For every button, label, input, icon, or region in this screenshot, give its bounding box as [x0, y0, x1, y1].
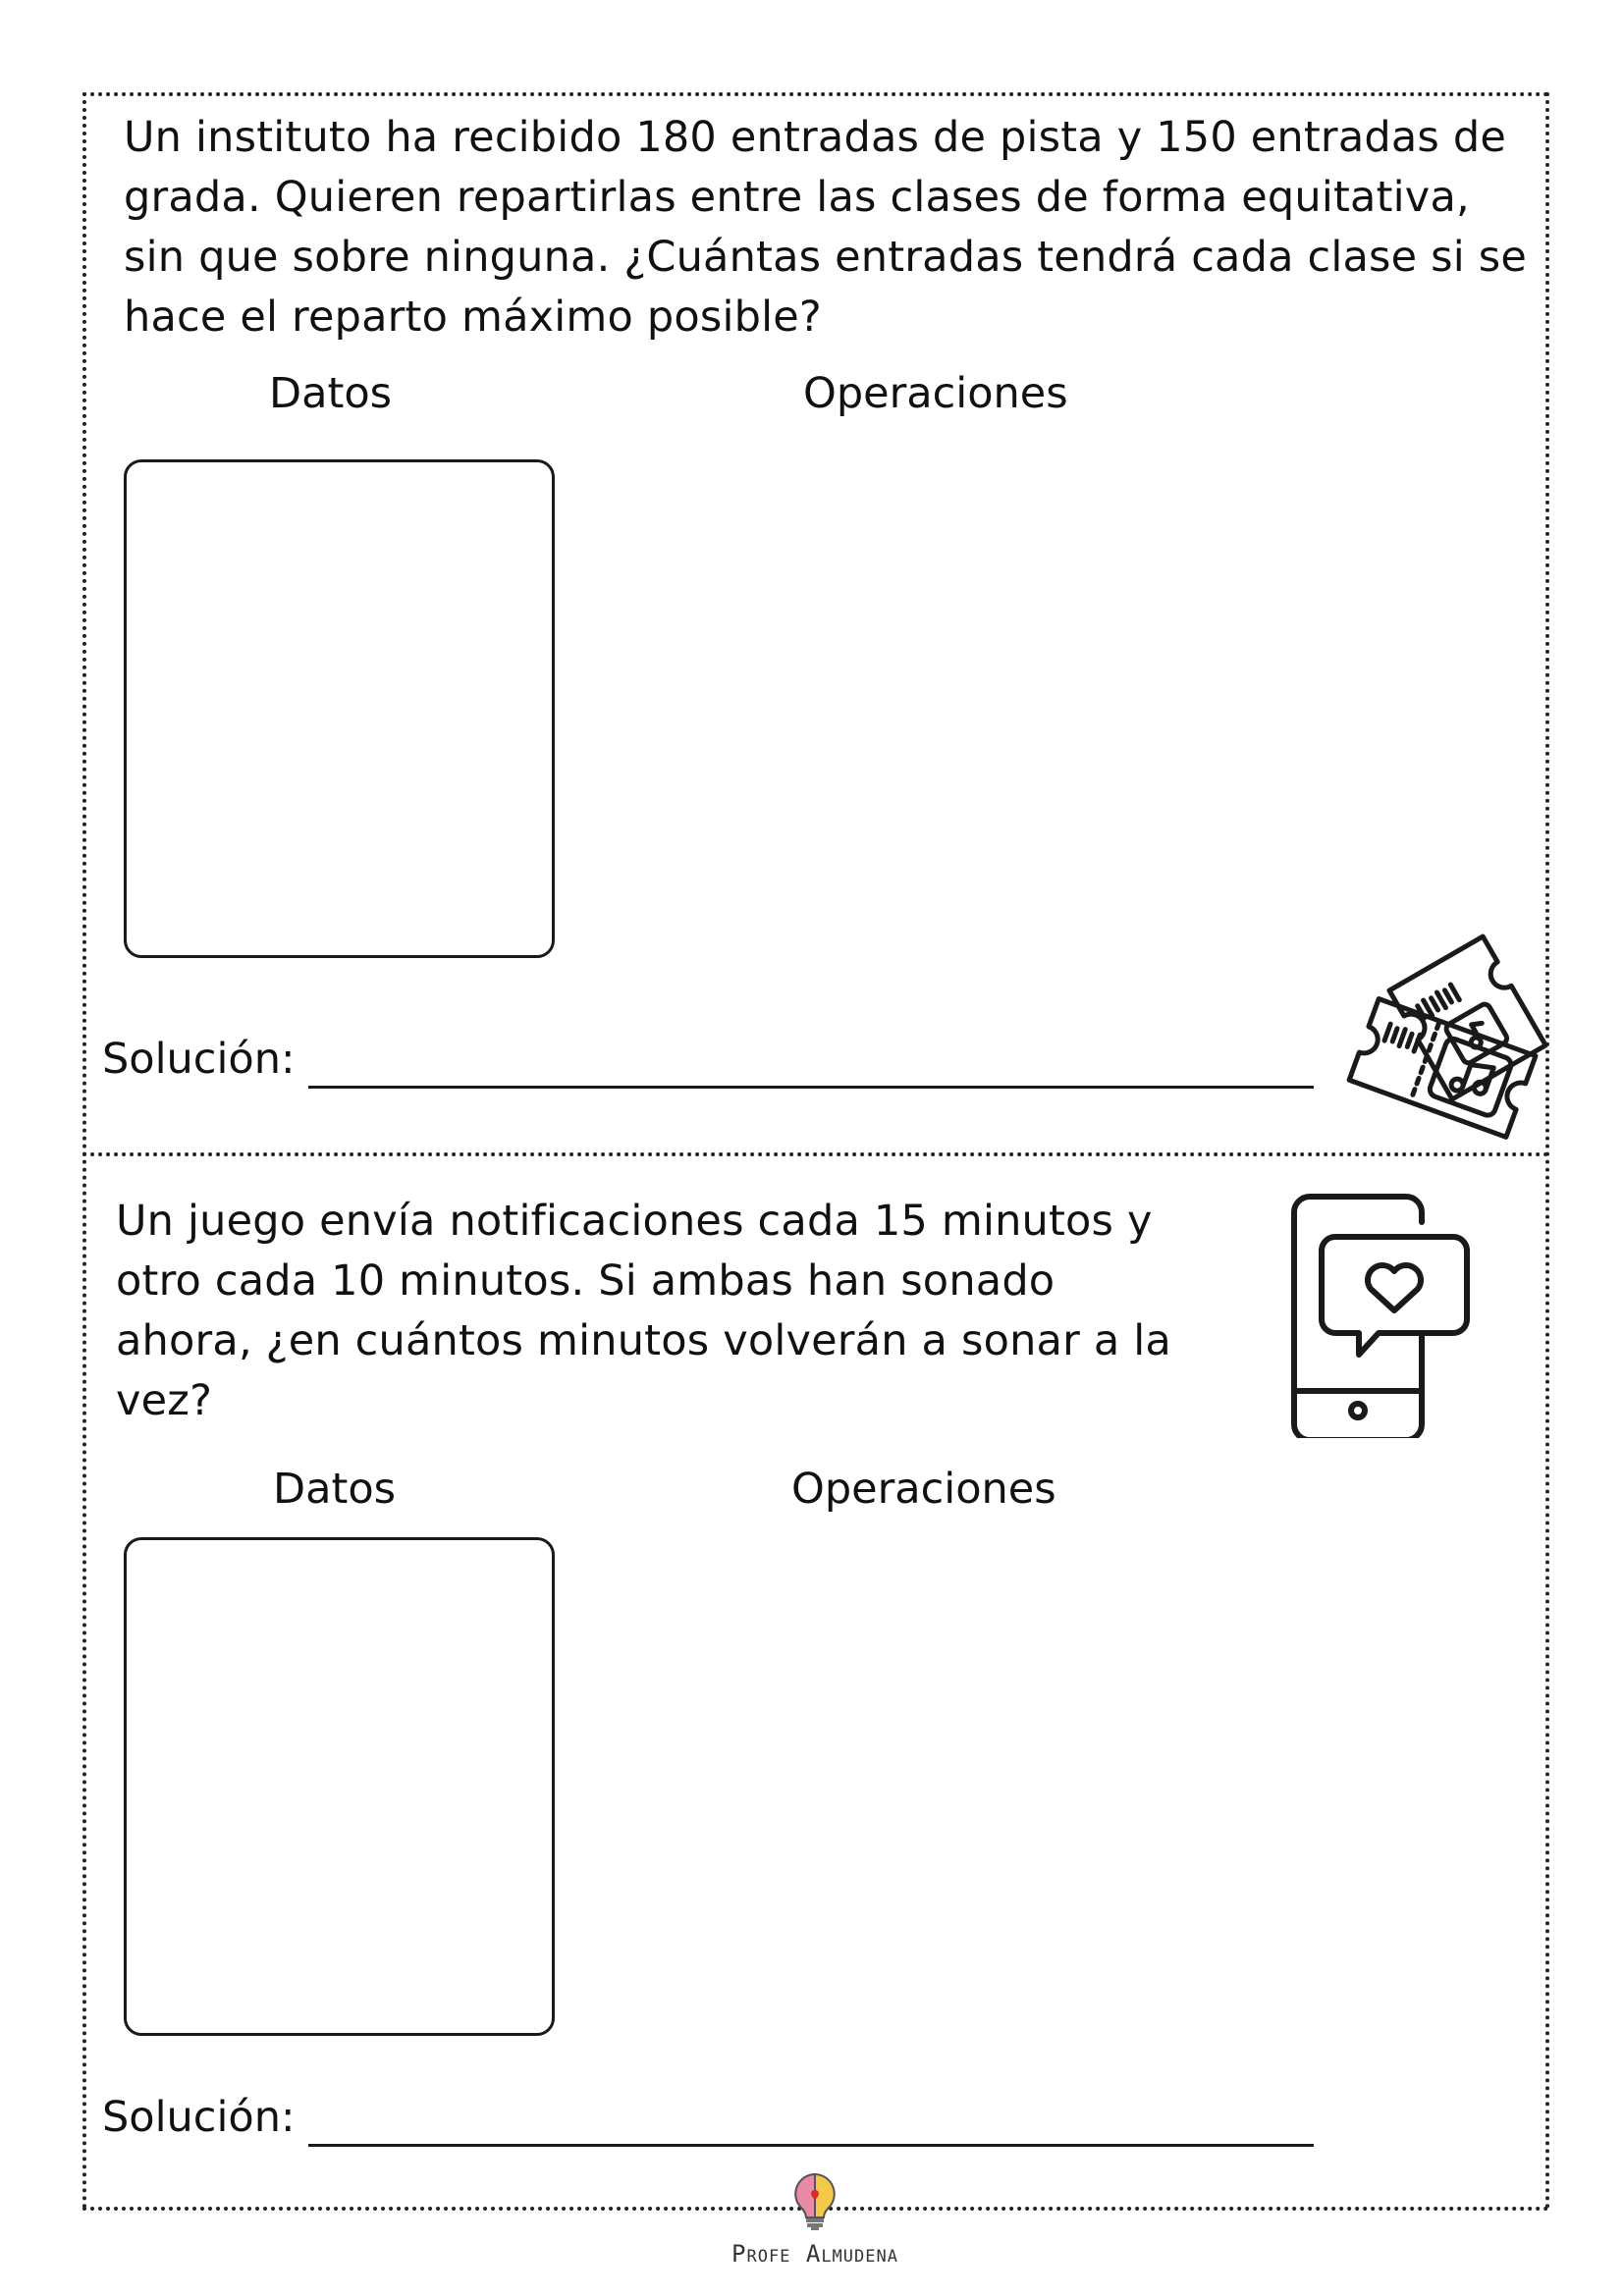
problem-2-operaciones-heading: Operaciones: [791, 1465, 1056, 1514]
problem-2-datos-box[interactable]: [124, 1537, 555, 2036]
problem-2-statement: Un juego envía notificaciones cada 15 minutos y otro cada 10 minutos. Si ambas han sonado ahora, ¿en cuántos minutos volverán a sonar a la vez?: [116, 1197, 1171, 1425]
phone-heart-notification-icon: [1276, 1183, 1473, 1438]
concert-tickets-icon: [1335, 918, 1551, 1153]
problem-1-datos-heading: Datos: [269, 369, 393, 418]
problem-1-datos-box[interactable]: [124, 459, 555, 958]
problem-1-statement: Un instituto ha recibido 180 entradas de pista y 150 entradas de grada. Quieren repartirlas entre las clases de forma equitativa, sin que sobre ninguna. ¿Cuántas entradas tendrá cada clase si se hace el reparto máximo posible?: [124, 113, 1528, 342]
footer-brand-text: Profe Almudena: [731, 2240, 898, 2268]
problem-1-solucion-label: Solución:: [102, 1035, 296, 1084]
problem-divider: [82, 1152, 1549, 1156]
problem-1-operaciones-heading: Operaciones: [803, 369, 1068, 418]
problem-1-solucion-line[interactable]: [308, 1086, 1314, 1089]
problem-2-solucion-label: Solución:: [102, 2093, 296, 2142]
problem-2-solucion-line[interactable]: [308, 2144, 1314, 2147]
lightbulb-brain-logo-icon: [790, 2171, 839, 2230]
problem-2-datos-heading: Datos: [273, 1465, 397, 1514]
